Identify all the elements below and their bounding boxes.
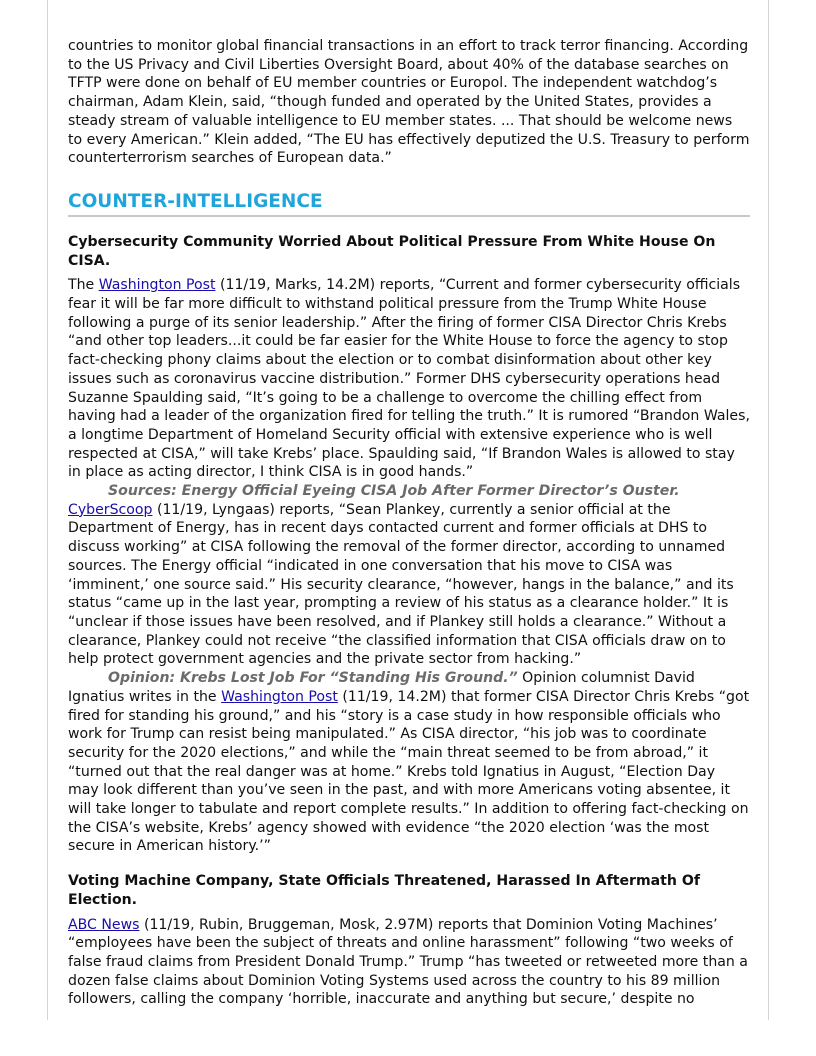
paragraph-body: (11/19, Lyngaas) reports, “Sean Plankey, currently a senior official at the Department of Energy, has in recent days contacted current and former officials at DHS to discuss working” at CISA following the removal of the former director, according to unnamed sources. The Energy official “indicated in one conversation that his move to CISA was ‘imminent,’ one source said.” His security clearance, “however, hangs in the balance,” and its status “came up in the last year, prompting a review of his status as a clearance holder.” It is “unclear if those issues have been resolved, and if Plankey still holds a clearance.” Without a clearance, Plankey could not receive “the classified information that CISA officials draw on to help protect government agencies and the private sector from hacking.” [68,501,734,668]
paragraph-body: (11/19, Rubin, Bruggeman, Mosk, 2.97M) reports that Dominion Voting Machines’ “employees have been the subject of threats and online harassment” following “two weeks of false fraud claims from President Donald Trump.” Trump “has tweeted or retweeted more than a dozen false claims about Dominion Voting Systems used across the country to his 89 million followers, calling the company ‘horrible, inaccurate and anything but secure,’ despite no [68,916,748,1008]
section-title: COUNTER-INTELLIGENCE [68,190,750,217]
subhead-title: Sources: Energy Official Eyeing CISA Job After Former Director’s Ouster. [108,483,680,500]
paragraph-lead: Opinion columnist David Ignatius writes in the [68,670,695,705]
washington-post-link[interactable]: Washington Post [221,688,338,705]
subhead-sources [68,482,750,501]
article-headline: Voting Machine Company, State Officials Threatened, Harassed In Aftermath Of Election. [68,873,700,908]
paragraph-body: (11/19, 14.2M) that former CISA Director Chris Krebs “got fired for standing his ground,” and his “story is a case study in how responsible officials who work for Trump can resist being manipulated.” As CISA director, “his job was to coordinate security for the 2020 elections,” and while the “main threat seemed to be from abroad,” it “turned out that the real danger was at home.” Krebs told Ignatius in August, “Election Day may look different than you’ve seen in the past, and with more Americans voting absentee, it will take longer to tabulate and report complete results.” In addition to offering fact-checking on the CISA’s website, Krebs’ agency showed with evidence “the 2020 election ‘was the most secure in American history.’” [68,688,750,855]
subhead-title: Opinion: Krebs Lost Job For “Standing His Ground.” [108,670,518,687]
page-frame [47,0,769,1020]
washington-post-link[interactable]: Washington Post [98,277,216,294]
paragraph-lead: The [68,277,99,294]
intro-paragraph: countries to monitor global financial transactions in an effort to track terror financing. According to the US Privacy and Civil Liberties Oversight Board, about 40% of the database searches on TFTP were done on behalf of EU member countries or Europol. The independent watchdog’s chairman, Adam Klein, said, “though funded and operated by the United States, provides a steady stream of valuable intelligence to EU member states. ... That should be welcome news to every American.” Klein added, “The EU has effectively deputized the U.S. Treasury to perform counterterrorism searches of European data.” [68,38,750,167]
paragraph-body: (11/19, Marks, 14.2M) reports, “Current and former cybersecurity officials fear it will be far more difficult to withstand political pressure from the Trump White House following a purge of its senior leadership.” After the firing of former CISA Director Chris Krebs “and other top leaders...it could be far easier for the White House to force the agency to stop fact-checking phony claims about the election or to combat disinformation about other key issues such as coronavirus vaccine distribution.” Former DHS cybersecurity operations head Suzanne Spaulding said, “It’s going to be a challenge to overcome the chilling effect from having had a leader of the organization fired for telling the truth.” It is rumored “Brandon Wales, a longtime Department of Homeland Security official with extensive experience who is well respected at CISA,” will take Krebs’ place. Spaulding said, “If Brandon Wales is allowed to stay in place as acting director, I think CISA is in good hands.” [68,277,750,481]
abc-news-link[interactable]: ABC News [68,916,140,933]
document-content [68,37,750,1009]
opinion-paragraph [68,669,750,856]
article-paragraph [68,916,750,1010]
article-paragraph [68,276,750,482]
cyberscoop-paragraph [68,501,750,669]
article-headline: Cybersecurity Community Worried About Political Pressure From White House On CISA. [68,233,716,269]
cyberscoop-link[interactable]: CyberScoop [68,501,153,518]
